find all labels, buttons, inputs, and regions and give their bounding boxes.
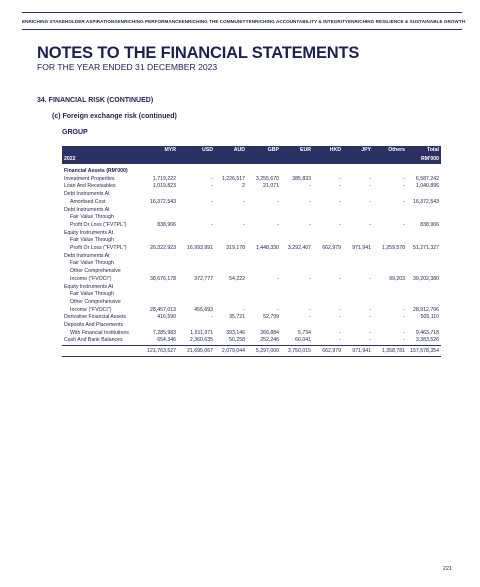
row-label: Debt Instruments At bbox=[64, 252, 110, 259]
cell-value: 662,979 bbox=[322, 245, 341, 252]
cell-value: - bbox=[339, 329, 341, 336]
cell-value bbox=[407, 230, 441, 238]
cell-value: - bbox=[339, 337, 341, 344]
cell-value bbox=[178, 299, 215, 307]
cell-value: - bbox=[339, 306, 341, 313]
cell-value: 26,322,923 bbox=[150, 245, 176, 252]
cell-value: - bbox=[369, 306, 371, 313]
table-row bbox=[62, 268, 441, 276]
cell-value: - bbox=[277, 306, 279, 313]
cell-value: 654,346 bbox=[157, 337, 176, 344]
cell-value: 1,511,971 bbox=[190, 329, 213, 336]
cell-value: 16,993,991 bbox=[187, 245, 213, 252]
table-row bbox=[62, 168, 441, 176]
cell-value bbox=[373, 191, 407, 199]
cell-value bbox=[247, 299, 281, 307]
cell-value bbox=[142, 253, 178, 261]
cell-value: 372,777 bbox=[194, 275, 213, 282]
table-row bbox=[62, 337, 441, 345]
cell-value bbox=[373, 230, 407, 238]
cell-value bbox=[178, 260, 215, 268]
cell-value bbox=[313, 260, 343, 268]
row-label: Income ("FVOCI") bbox=[70, 306, 112, 313]
cell-value: - bbox=[243, 306, 245, 313]
cell-value bbox=[373, 260, 407, 268]
cell-value: - bbox=[369, 221, 371, 228]
cell-value bbox=[281, 299, 313, 307]
table-row bbox=[62, 237, 441, 245]
cell-value bbox=[215, 207, 247, 215]
cell-value: 35,721 bbox=[229, 314, 245, 321]
cell-value: - bbox=[277, 275, 279, 282]
cell-value bbox=[281, 191, 313, 199]
cell-value bbox=[373, 168, 407, 176]
total-row bbox=[62, 346, 441, 357]
cell-value bbox=[313, 207, 343, 215]
cell-value: - bbox=[277, 221, 279, 228]
cell-value bbox=[407, 168, 441, 176]
total-value: 21,695,067 bbox=[178, 346, 215, 357]
cell-value bbox=[178, 322, 215, 330]
row-label: Debt Instruments At bbox=[64, 191, 110, 198]
cell-value: - bbox=[403, 306, 405, 313]
cell-value bbox=[343, 230, 373, 238]
row-label: Other Comprehensive bbox=[70, 268, 121, 275]
cell-value: 319,178 bbox=[226, 245, 245, 252]
cell-value: 7,285,983 bbox=[152, 329, 176, 336]
cell-value: - bbox=[211, 198, 213, 205]
cell-value bbox=[313, 214, 343, 222]
table-row bbox=[62, 253, 441, 261]
cell-value bbox=[343, 237, 373, 245]
cell-value: - bbox=[403, 175, 405, 182]
cell-value bbox=[142, 191, 178, 199]
column-header: EUR bbox=[300, 147, 311, 153]
cell-value: - bbox=[339, 221, 341, 228]
row-label: Fair Value Through bbox=[70, 214, 114, 221]
cell-value: 1,226,517 bbox=[221, 175, 245, 182]
cell-value: 51,271,327 bbox=[413, 245, 439, 252]
cell-value: 838,906 bbox=[420, 221, 439, 228]
cell-value: - bbox=[369, 175, 371, 182]
cell-value bbox=[215, 291, 247, 299]
cell-value bbox=[215, 191, 247, 199]
cell-value bbox=[313, 284, 343, 292]
cell-value bbox=[281, 284, 313, 292]
cell-value: 28,457,013 bbox=[150, 306, 176, 313]
cell-value: 52,799 bbox=[263, 314, 279, 321]
cell-value: - bbox=[277, 198, 279, 205]
table-row bbox=[62, 260, 441, 268]
cell-value bbox=[407, 253, 441, 261]
cell-value bbox=[313, 322, 343, 330]
nav-item-community[interactable]: ENRICHING THE COMMUNITY bbox=[181, 18, 249, 24]
cell-value: 5,734 bbox=[298, 329, 311, 336]
cell-value: - bbox=[309, 306, 311, 313]
cell-value bbox=[247, 214, 281, 222]
cell-value bbox=[142, 284, 178, 292]
row-label: Amortised Cost bbox=[70, 198, 106, 205]
cell-value bbox=[313, 268, 343, 276]
table-row bbox=[62, 230, 441, 238]
cell-value bbox=[373, 284, 407, 292]
cell-value bbox=[247, 268, 281, 276]
cell-value bbox=[247, 322, 281, 330]
group-label: GROUP bbox=[62, 129, 88, 136]
cell-value: - bbox=[309, 275, 311, 282]
row-label: Investment Properties bbox=[64, 175, 115, 182]
cell-value: 28,912,706 bbox=[413, 306, 439, 313]
row-label: Fair Value Through bbox=[70, 260, 114, 267]
cell-value bbox=[281, 253, 313, 261]
cell-value bbox=[281, 237, 313, 245]
cell-value: - bbox=[369, 329, 371, 336]
cell-value: - bbox=[309, 198, 311, 205]
cell-value bbox=[373, 291, 407, 299]
cell-value: 393,146 bbox=[226, 329, 245, 336]
page-title: NOTES TO THE FINANCIAL STATEMENTS bbox=[37, 44, 360, 62]
cell-value: - bbox=[369, 198, 371, 205]
cell-value bbox=[343, 268, 373, 276]
table-row bbox=[62, 284, 441, 292]
cell-value: 9,463,718 bbox=[415, 329, 439, 336]
cell-value bbox=[142, 214, 178, 222]
cell-value bbox=[373, 253, 407, 261]
cell-value bbox=[313, 237, 343, 245]
cell-value bbox=[215, 237, 247, 245]
cell-value: - bbox=[211, 175, 213, 182]
row-label: Equity Instruments At bbox=[64, 229, 114, 236]
table-subheader-row bbox=[62, 155, 441, 164]
table-row bbox=[62, 330, 441, 338]
row-label: Debt Instruments At bbox=[64, 206, 110, 213]
cell-value bbox=[343, 299, 373, 307]
cell-value bbox=[247, 168, 281, 176]
cell-value: - bbox=[403, 183, 405, 190]
cell-value: 1,259,578 bbox=[381, 245, 405, 252]
cell-value bbox=[247, 230, 281, 238]
total-value: 971,941 bbox=[343, 346, 373, 357]
cell-value bbox=[313, 299, 343, 307]
cell-value bbox=[281, 168, 313, 176]
cell-value bbox=[407, 322, 441, 330]
table-row bbox=[62, 291, 441, 299]
cell-value: 1,448,330 bbox=[255, 245, 279, 252]
row-label: Profit Or Loss ("FVTPL") bbox=[70, 221, 127, 228]
cell-value bbox=[178, 191, 215, 199]
cell-value bbox=[142, 299, 178, 307]
cell-value bbox=[313, 230, 343, 238]
table-row bbox=[62, 176, 441, 184]
cell-value bbox=[343, 253, 373, 261]
cell-value bbox=[142, 207, 178, 215]
total-value: 2,079,044 bbox=[215, 346, 247, 357]
cell-value bbox=[247, 191, 281, 199]
cell-value bbox=[247, 207, 281, 215]
page-number: 221 bbox=[442, 566, 452, 572]
row-label: Income ("FVOCI") bbox=[70, 275, 112, 282]
cell-value bbox=[178, 253, 215, 261]
column-header: GBP bbox=[267, 147, 279, 153]
cell-value: - bbox=[403, 329, 405, 336]
cell-value: - bbox=[339, 183, 341, 190]
table-row bbox=[62, 299, 441, 307]
cell-value: - bbox=[211, 183, 213, 190]
cell-value bbox=[178, 291, 215, 299]
cell-value: 1,040,896 bbox=[415, 183, 439, 190]
cell-value bbox=[142, 322, 178, 330]
cell-value: - bbox=[211, 221, 213, 228]
cell-value: 416,590 bbox=[157, 314, 176, 321]
cell-value bbox=[142, 260, 178, 268]
cell-value bbox=[407, 291, 441, 299]
cell-value: 838,906 bbox=[157, 221, 176, 228]
table-row bbox=[62, 183, 441, 191]
cell-value bbox=[215, 268, 247, 276]
column-header: HKD bbox=[329, 147, 341, 153]
cell-value: - bbox=[243, 221, 245, 228]
cell-value bbox=[215, 284, 247, 292]
cell-value bbox=[178, 207, 215, 215]
page-subtitle: FOR THE YEAR ENDED 31 DECEMBER 2023 bbox=[37, 62, 218, 72]
cell-value bbox=[281, 322, 313, 330]
total-value: 5,297,000 bbox=[247, 346, 281, 357]
cell-value bbox=[373, 237, 407, 245]
cell-value bbox=[373, 207, 407, 215]
cell-value bbox=[407, 284, 441, 292]
total-unit-label: RM'000 bbox=[421, 156, 439, 162]
cell-value bbox=[178, 237, 215, 245]
row-label: Fair Value Through bbox=[70, 237, 114, 244]
cell-value bbox=[215, 230, 247, 238]
cell-value bbox=[247, 237, 281, 245]
cell-value bbox=[313, 168, 343, 176]
table-row bbox=[62, 322, 441, 330]
cell-value bbox=[215, 299, 247, 307]
cell-value bbox=[281, 230, 313, 238]
cell-value: 455,693 bbox=[194, 306, 213, 313]
nav-item-performance[interactable]: ENRICHING PERFORMANCE bbox=[117, 18, 182, 24]
column-header: JPY bbox=[361, 147, 371, 153]
row-label: Profit Or Loss ("FVTPL") bbox=[70, 245, 127, 252]
cell-value bbox=[178, 268, 215, 276]
cell-value: - bbox=[403, 337, 405, 344]
cell-value: 50,258 bbox=[229, 337, 245, 344]
cell-value bbox=[281, 268, 313, 276]
cell-value: - bbox=[403, 198, 405, 205]
cell-value: 252,246 bbox=[260, 337, 279, 344]
cell-value bbox=[281, 291, 313, 299]
header-blank bbox=[62, 146, 142, 155]
cell-value: 971,941 bbox=[352, 245, 371, 252]
cell-value: 54,222 bbox=[229, 275, 245, 282]
column-header: Others bbox=[388, 147, 405, 153]
cell-value bbox=[215, 214, 247, 222]
cell-value bbox=[247, 253, 281, 261]
total-value: 1,358,781 bbox=[373, 346, 407, 357]
cell-value bbox=[142, 237, 178, 245]
cell-value: 385,833 bbox=[292, 175, 311, 182]
row-label: Equity Instruments At bbox=[64, 283, 114, 290]
cell-value bbox=[215, 260, 247, 268]
cell-value: 2,360,635 bbox=[189, 337, 213, 344]
cell-value: 3,292,407 bbox=[287, 245, 311, 252]
cell-value bbox=[178, 168, 215, 176]
row-label: Cash And Bank Balances bbox=[64, 337, 123, 344]
table-row bbox=[62, 214, 441, 222]
column-header: USD bbox=[202, 147, 213, 153]
cell-value bbox=[407, 237, 441, 245]
cell-value: - bbox=[403, 314, 405, 321]
cell-value: - bbox=[403, 221, 405, 228]
cell-value bbox=[281, 207, 313, 215]
cell-value: 16,372,543 bbox=[150, 198, 176, 205]
cell-value bbox=[407, 299, 441, 307]
row-label: Deposits And Placements bbox=[64, 322, 124, 329]
cell-value: - bbox=[369, 275, 371, 282]
cell-value: - bbox=[369, 183, 371, 190]
cell-value bbox=[407, 268, 441, 276]
cell-value: - bbox=[339, 175, 341, 182]
cell-value bbox=[343, 322, 373, 330]
column-header: Total bbox=[426, 147, 439, 153]
row-label: Financial Assets (RM'000) bbox=[64, 168, 128, 174]
row-label: Fair Value Through bbox=[70, 291, 114, 298]
total-label-blank bbox=[62, 346, 142, 357]
cell-value bbox=[407, 260, 441, 268]
cell-value: 16,372,543 bbox=[413, 198, 439, 205]
cell-value bbox=[142, 291, 178, 299]
cell-value bbox=[373, 299, 407, 307]
cell-value: 1,719,222 bbox=[152, 175, 176, 182]
cell-value: 6,587,242 bbox=[415, 175, 439, 182]
cell-value bbox=[313, 291, 343, 299]
cell-value bbox=[407, 214, 441, 222]
section-heading: 34. FINANCIAL RISK (CONTINUED) bbox=[37, 97, 154, 104]
cell-value bbox=[215, 322, 247, 330]
cell-value bbox=[281, 260, 313, 268]
cell-value: - bbox=[309, 221, 311, 228]
cell-value bbox=[281, 214, 313, 222]
cell-value bbox=[343, 260, 373, 268]
subsection-heading: (c) Foreign exchange risk (continued) bbox=[52, 113, 177, 120]
cell-value: 266,884 bbox=[260, 329, 279, 336]
row-label: Loan And Receivables bbox=[64, 183, 116, 190]
total-value: 157,578,354 bbox=[407, 346, 441, 357]
cell-value bbox=[343, 207, 373, 215]
cell-value: - bbox=[369, 337, 371, 344]
cell-value bbox=[373, 268, 407, 276]
row-label: Other Comprehensive bbox=[70, 298, 121, 305]
table-row bbox=[62, 245, 441, 253]
row-label: Derivative Financial Assets bbox=[64, 314, 126, 321]
cell-value: - bbox=[339, 198, 341, 205]
cell-value bbox=[178, 284, 215, 292]
cell-value bbox=[247, 291, 281, 299]
top-navigation bbox=[22, 12, 466, 30]
table-row bbox=[62, 191, 441, 199]
cell-value: 3,383,526 bbox=[415, 337, 439, 344]
cell-value bbox=[247, 260, 281, 268]
cell-value: - bbox=[211, 314, 213, 321]
table-header-row bbox=[62, 146, 441, 155]
cell-value bbox=[247, 284, 281, 292]
cell-value: - bbox=[309, 183, 311, 190]
cell-value bbox=[373, 322, 407, 330]
table-row bbox=[62, 307, 441, 315]
cell-value bbox=[343, 291, 373, 299]
total-value: 662,979 bbox=[313, 346, 343, 357]
nav-item-accountability[interactable]: ENRICHING ACCOUNTABILITY & INTEGRITY bbox=[248, 18, 349, 24]
cell-value: 505,110 bbox=[420, 314, 439, 321]
year-label: 2022 bbox=[64, 156, 76, 162]
table-row bbox=[62, 314, 441, 322]
row-label: With Financial Institutions bbox=[70, 329, 129, 336]
cell-value bbox=[178, 230, 215, 238]
column-header: MYR bbox=[164, 147, 176, 153]
cell-value bbox=[142, 268, 178, 276]
cell-value bbox=[343, 191, 373, 199]
currency-exposure-table bbox=[62, 146, 441, 357]
cell-value bbox=[343, 168, 373, 176]
cell-value bbox=[313, 253, 343, 261]
cell-value: 66,041 bbox=[295, 337, 311, 344]
table-row bbox=[62, 222, 441, 230]
cell-value bbox=[178, 214, 215, 222]
cell-value: - bbox=[243, 198, 245, 205]
cell-value bbox=[215, 168, 247, 176]
cell-value: - bbox=[369, 314, 371, 321]
cell-value: 21,071 bbox=[263, 183, 279, 190]
cell-value: 38,676,178 bbox=[150, 275, 176, 282]
cell-value bbox=[142, 168, 178, 176]
cell-value: 99,203 bbox=[389, 275, 405, 282]
cell-value: - bbox=[339, 275, 341, 282]
cell-value: - bbox=[309, 314, 311, 321]
total-value: 121,763,527 bbox=[142, 346, 178, 357]
total-value: 3,750,015 bbox=[281, 346, 313, 357]
nav-item-stakeholder[interactable]: ENRICHING STAKEHOLDER ASPIRATIONS bbox=[22, 18, 118, 24]
cell-value bbox=[313, 191, 343, 199]
cell-value bbox=[215, 253, 247, 261]
cell-value: 3,255,670 bbox=[255, 175, 279, 182]
table-row bbox=[62, 207, 441, 215]
table-row bbox=[62, 199, 441, 207]
cell-value: 2 bbox=[242, 183, 245, 190]
column-header: AUD bbox=[233, 147, 245, 153]
cell-value bbox=[343, 214, 373, 222]
cell-value bbox=[407, 207, 441, 215]
nav-item-resilience[interactable]: ENRICHING RESILIENCE & SUSTAINABLE GROWTH bbox=[348, 18, 466, 24]
cell-value: - bbox=[339, 314, 341, 321]
cell-value bbox=[373, 214, 407, 222]
cell-value bbox=[142, 230, 178, 238]
cell-value bbox=[407, 191, 441, 199]
table-row bbox=[62, 276, 441, 284]
cell-value: 39,202,380 bbox=[413, 275, 439, 282]
cell-value bbox=[343, 284, 373, 292]
cell-value: 1,019,823 bbox=[152, 183, 176, 190]
